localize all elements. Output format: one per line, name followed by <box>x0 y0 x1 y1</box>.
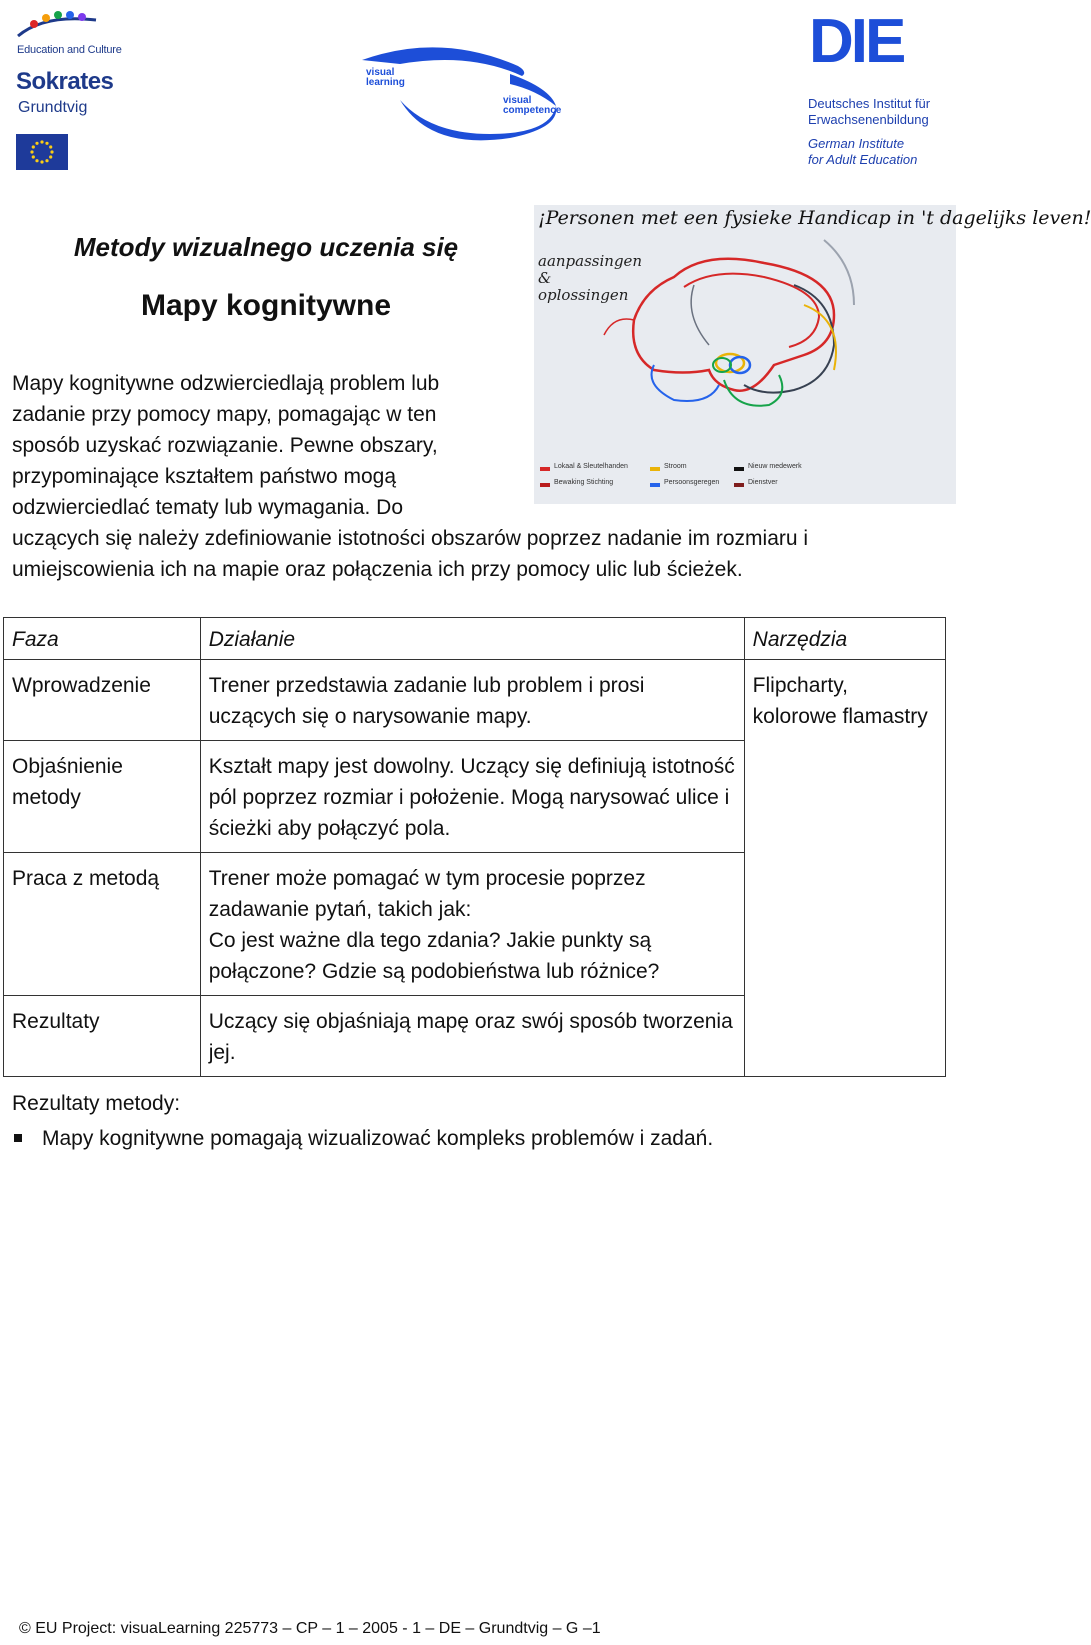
cell-action: Kształt mapy jest dowolny. Uczący się definiują istotność pól poprzez rozmiar i położenie. Mogą narysować ulice i ścieżki aby połączyć pola. <box>200 741 744 853</box>
grundtvig-text: Grundtvig <box>18 99 88 116</box>
legend-label: Dienstver <box>748 479 778 486</box>
intro-line: przypominające kształtem państwo mogą <box>12 465 397 488</box>
cell-phase: Rezultaty <box>4 996 201 1077</box>
sokrates-logo <box>14 6 134 172</box>
eac-text: Education and Culture <box>17 44 122 56</box>
die-brand: DIE <box>809 7 904 76</box>
photo-note: aanpassingen & oplossingen <box>538 252 643 304</box>
legend-label: Lokaal & Sleutelhanden <box>554 463 628 470</box>
intro-line: zadanie przy pomocy mapy, pomagając w ten <box>12 403 437 426</box>
photo-heading: ¡Personen met een fysieke Handicap in 't dagelijks leven! <box>538 207 1091 229</box>
cell-action: Uczący się objaśniają mapę oraz swój sposób tworzenia jej. <box>200 996 744 1077</box>
results-label: Rezultaty metody: <box>12 1092 181 1115</box>
doc-subtitle: Metody wizualnego uczenia się <box>73 232 459 262</box>
visual-learning-logo <box>360 38 580 158</box>
legend-label: Bewaking Stichting <box>554 479 614 486</box>
eu-flag-icon <box>16 134 68 170</box>
table-header-row <box>4 618 946 660</box>
education-culture-swoosh-icon <box>14 6 104 42</box>
cell-phase: Praca z metodą <box>4 853 201 996</box>
table-row <box>4 660 946 741</box>
visual-learning-text: visual learning <box>366 67 405 88</box>
cell-phase: Objaśnienie metody <box>4 741 201 853</box>
method-table <box>3 617 946 1077</box>
cell-action: Trener może pomagać w tym procesie poprzez zadawanie pytań, takich jak: Co jest ważne dla tego zdania? Jakie punkty są połączone? Gdzie są podobieństwa lub różnice? <box>200 853 744 996</box>
header-action: Działanie <box>200 618 744 660</box>
die-name-en: German Institute for Adult Education <box>808 136 918 167</box>
legend-label: Persoonsgeregen <box>664 479 720 486</box>
die-logo <box>805 8 955 178</box>
list-item <box>12 1123 713 1154</box>
header-phase: Faza <box>4 618 201 660</box>
legend-label: Nieuw medewerk <box>748 463 802 470</box>
page-footer: © EU Project: visuaLearning 225773 – CP – 1 – 2005 - 1 – DE – Grundtvig – G –1 <box>19 1620 601 1637</box>
cell-phase: Wprowadzenie <box>4 660 201 741</box>
square-bullet-icon <box>14 1134 22 1142</box>
intro-line: uczących się należy zdefiniowanie istotności obszarów poprzez nadanie im rozmiaru i <box>12 527 809 550</box>
header-tools: Narzędzia <box>744 618 945 660</box>
result-text: Mapy kognitywne pomagają wizualizować kompleks problemów i zadań. <box>42 1127 714 1150</box>
intro-line: Mapy kognitywne odzwierciedlają problem lub <box>12 372 440 395</box>
intro-line: umiejscowienia ich na mapie oraz połączenia ich przy pomocy ulic lub ścieżek. <box>12 558 743 581</box>
intro-line: sposób uzyskać rozwiązanie. Pewne obszary, <box>12 434 438 457</box>
intro-paragraph <box>12 368 952 585</box>
sokrates-text: Sokrates <box>16 68 114 95</box>
page-header <box>0 0 960 180</box>
results-list <box>12 1123 713 1154</box>
cell-tools: Flipcharty, kolorowe flamastry <box>744 660 945 1077</box>
intro-line: odzwierciedlać tematy lub wymagania. Do <box>12 496 404 519</box>
doc-title: Mapy kognitywne <box>140 289 392 322</box>
die-name-de: Deutsches Institut für Erwachsenenbildung <box>808 96 931 127</box>
legend-label: Stroom <box>664 463 687 470</box>
cell-action: Trener przedstawia zadanie lub problem i prosi uczących się o narysowanie mapy. <box>200 660 744 741</box>
visual-competence-text: visual competence <box>503 95 562 116</box>
